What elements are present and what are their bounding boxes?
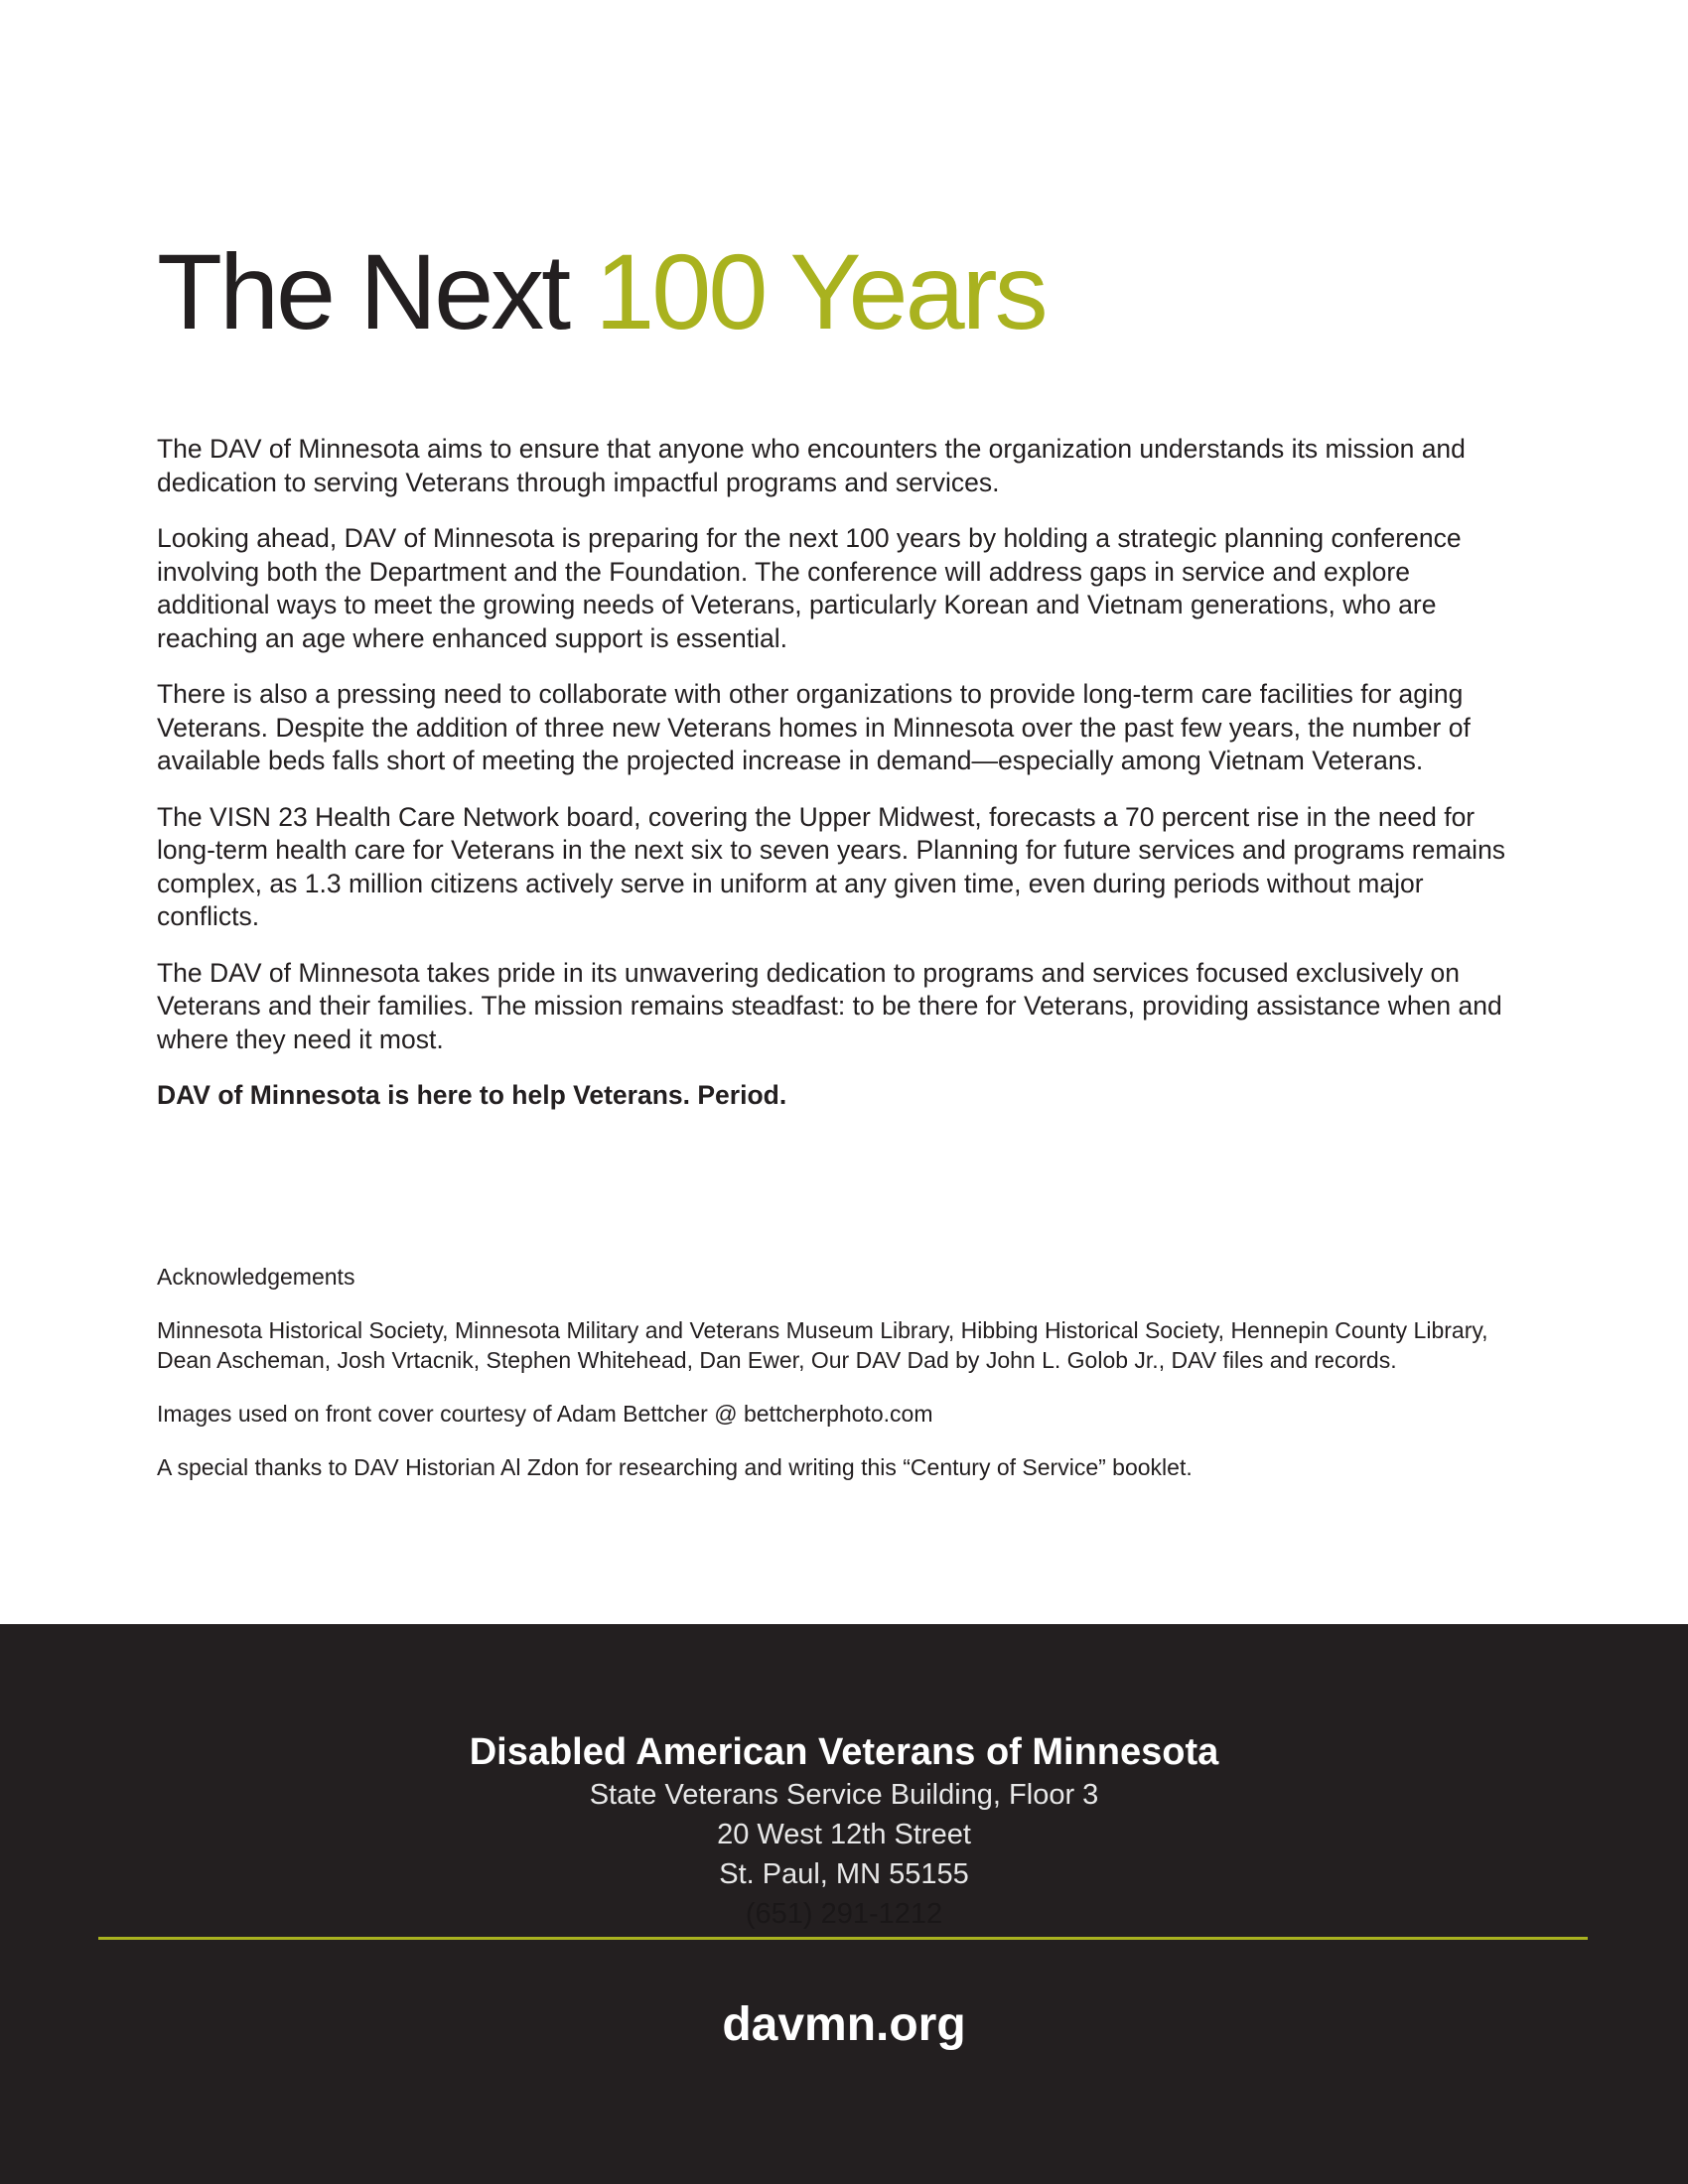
footer — [0, 1624, 1688, 2184]
title-part-2-accent: 100 Years — [595, 231, 1046, 351]
body-paragraph-4: The VISN 23 Health Care Network board, covering the Upper Midwest, forecasts a 70 percent rise in the need for long-term health care for Veterans in the next six to seven years. Planning for future services and programs remains complex, as 1.3 million citizens actively serve in uniform at any given time, even during periods without major conflicts. — [157, 801, 1506, 931]
body-paragraph-1: The DAV of Minnesota aims to ensure that anyone who encounters the organization understands its mission and dedication to serving Veterans through impactful programs and services. — [157, 434, 1466, 497]
title-part-1: The Next — [157, 231, 569, 351]
phone-number: (651) 291-1212 — [745, 1898, 943, 1930]
body-paragraph-2: Looking ahead, DAV of Minnesota is preparing for the next 100 years by holding a strategic planning conference involving both the Department and the Foundation. The conference will address gaps in service and explore additional ways to meet the growing needs of Veterans, particularly Korean and Vietnam generations, who are reaching an age where enhanced support is essential. — [157, 523, 1462, 653]
page-title — [157, 231, 1046, 351]
body-paragraph-3: There is also a pressing need to collaborate with other organizations to provide long-term care facilities for aging Veterans. Despite the addition of three new Veterans homes in Minnesota over the past few years, the number of available beds falls short of meeting the projected increase in demand—especially among Vietnam Veterans. — [157, 679, 1471, 775]
acknowledgements-sources: Minnesota Historical Society, Minnesota Military and Veterans Museum Library, Hibbing Historical Society, Hennepin County Library, Dean Ascheman, Josh Vrtacnik, Stephen Whitehead, Dan Ewer, Our DAV Dad by John L. Golob Jr., DAV files and records. — [157, 1317, 1488, 1373]
footer-address-block — [0, 1729, 1688, 1934]
special-thanks: A special thanks to DAV Historian Al Zdon for researching and writing this “Century of Service” booklet. — [157, 1454, 1193, 1480]
body-paragraph-5: The DAV of Minnesota takes pride in its unwavering dedication to programs and services focused exclusively on Veterans and their families. The mission remains steadfast: to be there for Veterans, providing assistance when and where they need it most. — [157, 957, 1502, 1054]
address-line-2: 20 West 12th Street — [717, 1819, 971, 1850]
address-line-3: St. Paul, MN 55155 — [719, 1858, 969, 1890]
address-line-1: State Veterans Service Building, Floor 3 — [589, 1779, 1099, 1811]
footer-divider — [98, 1937, 1588, 1940]
body-text — [157, 433, 1529, 1136]
organization-name: Disabled American Veterans of Minnesota — [469, 1731, 1219, 1773]
closing-statement: DAV of Minnesota is here to help Veterans. Period. — [157, 1080, 787, 1110]
acknowledgements-heading: Acknowledgements — [157, 1264, 355, 1290]
acknowledgements-section — [157, 1262, 1529, 1506]
images-credit: Images used on front cover courtesy of Adam Bettcher @ bettcherphoto.com — [157, 1401, 933, 1427]
website-link[interactable]: davmn.org — [722, 1998, 966, 2051]
